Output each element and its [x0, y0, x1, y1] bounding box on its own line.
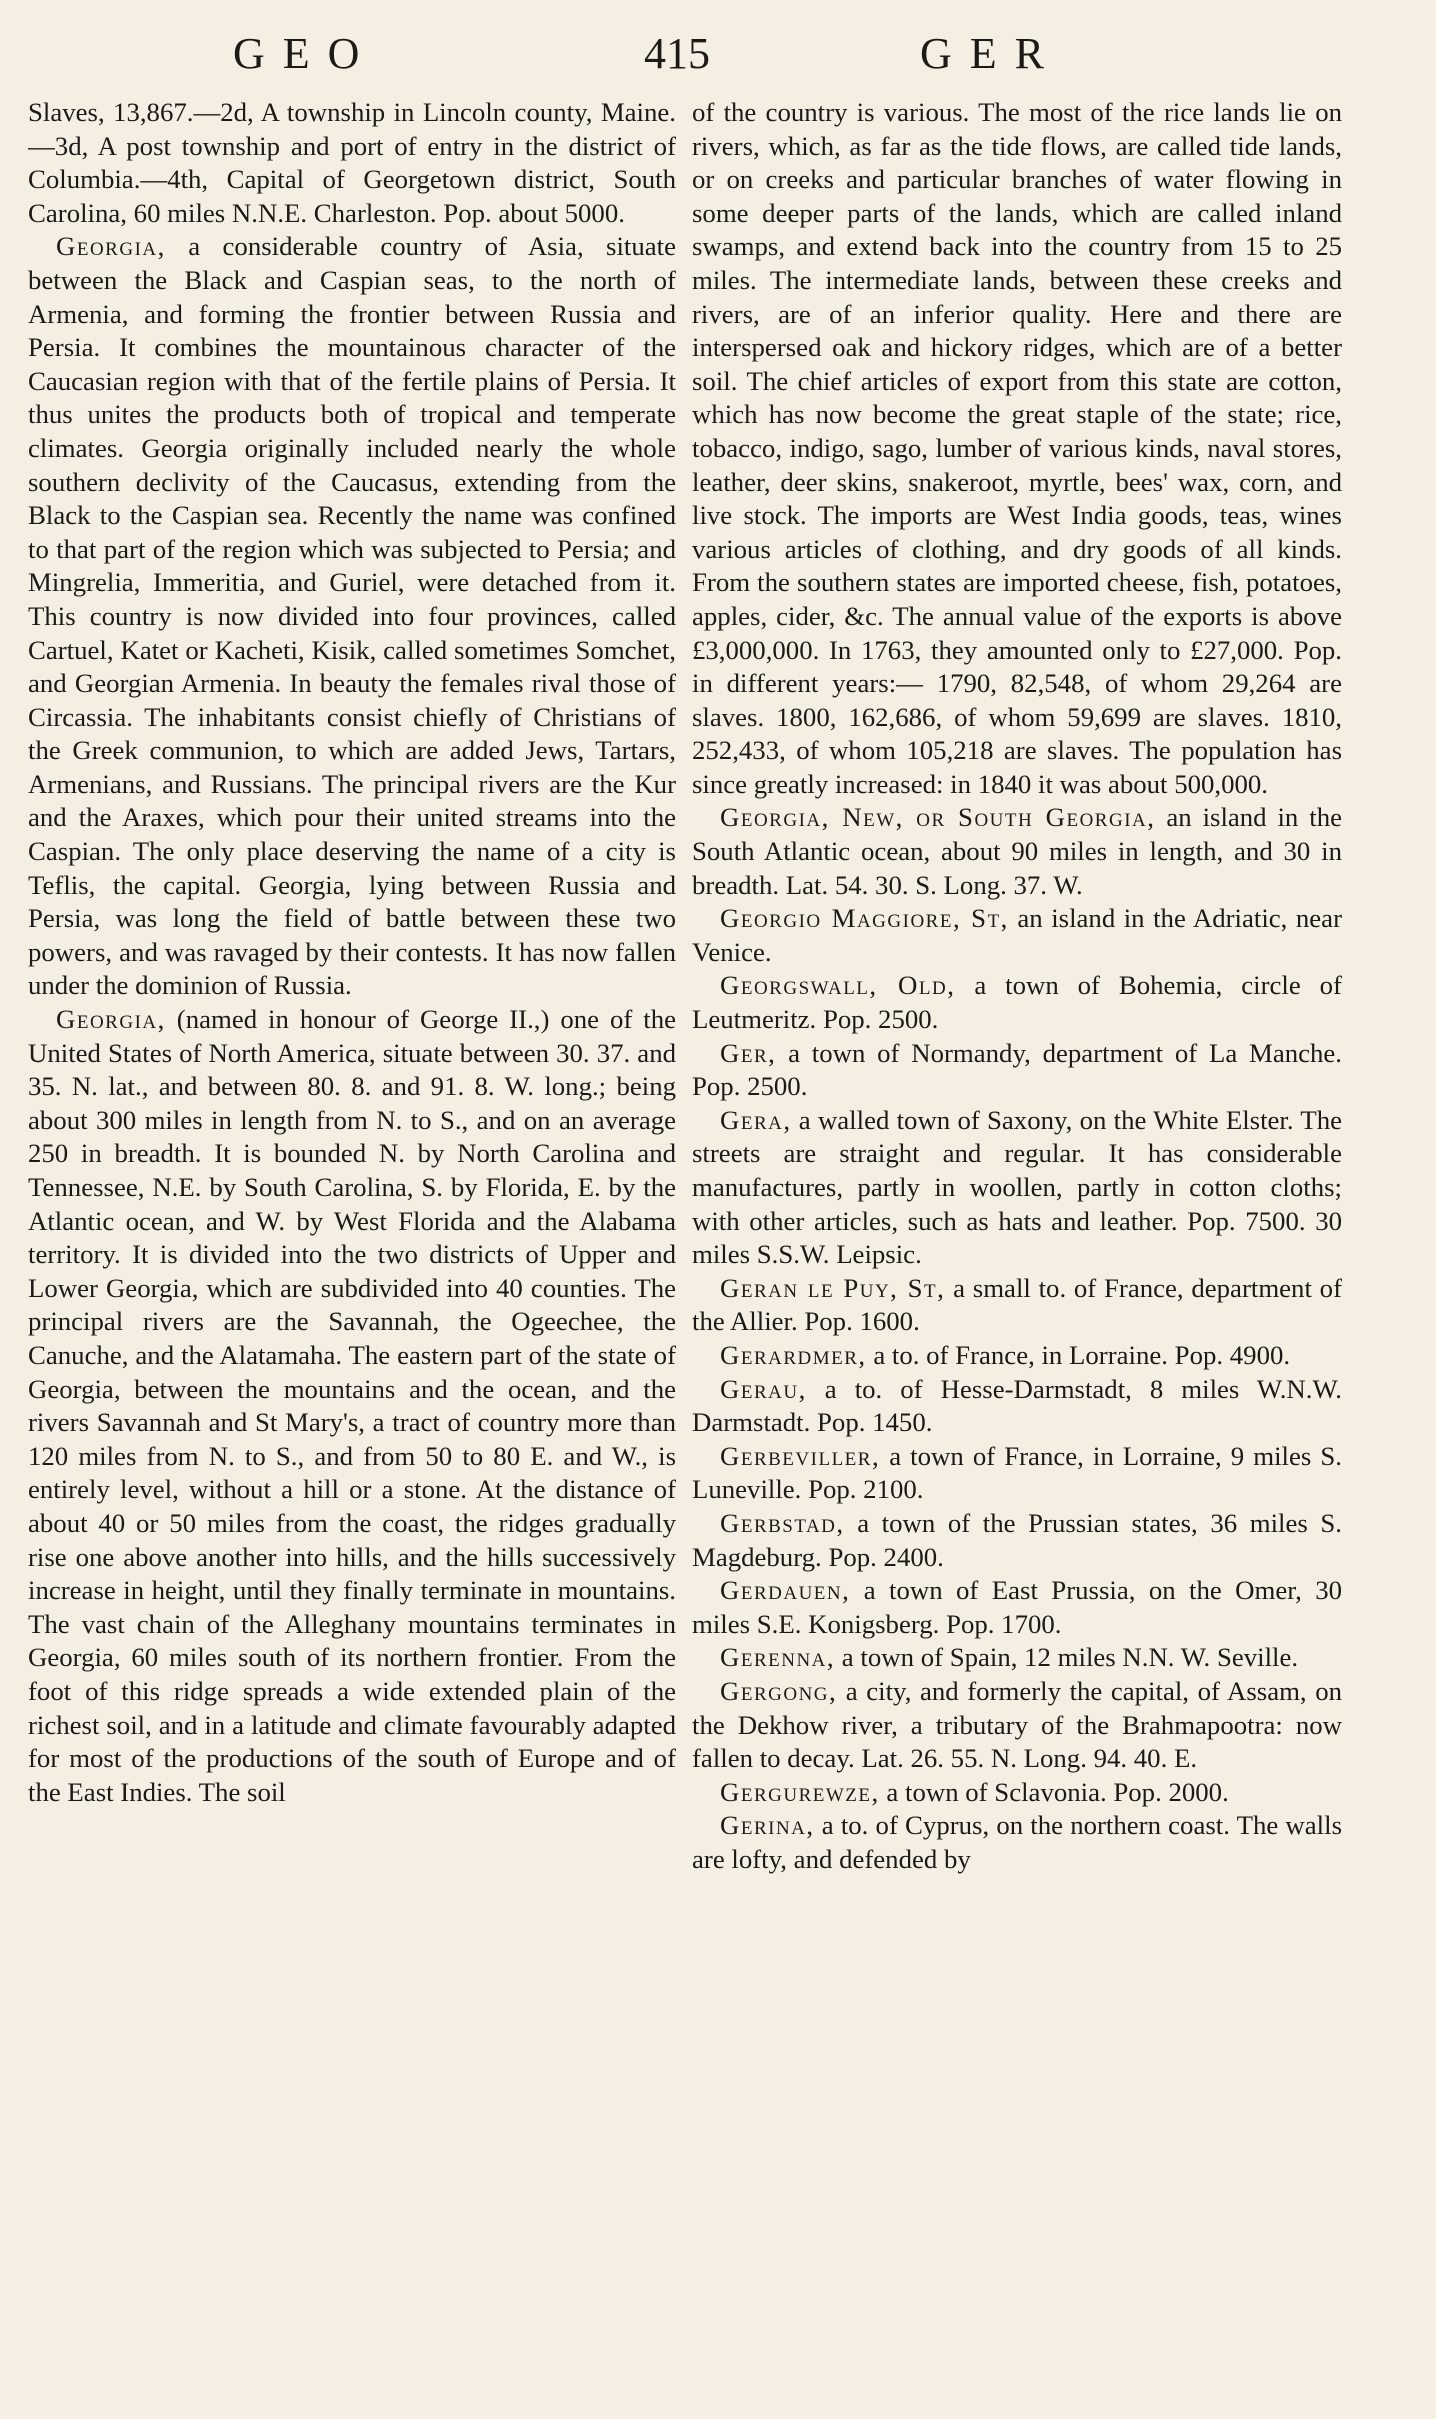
entry-text: a to. of Hesse-Darmstadt, 8 miles W.N.W. Darmstadt. Pop. 1450. — [692, 1373, 1342, 1438]
entry-text: a to. of Cyprus, on the northern coast. The walls are lofty, and defended by — [692, 1810, 1342, 1874]
entry-headword: Gergurewze, — [720, 1776, 880, 1807]
entry-gerardmer — [692, 1339, 1342, 1373]
entry-text: a walled town of Saxony, on the White Elster. The streets are straight and regular. It has considerable manufactures, partly in woollen, partly in cotton cloths; with other articles, such as hats and leather. Pop. 7500. 30 miles S.S.W. Leipsic. — [692, 1104, 1342, 1270]
entry-text: (named in honour of George II.,) one of the United States of North America, situate between 30. 37. and 35. N. lat., and between 80. 8. and 91. 8. W. long.; being about 300 miles in length from N. to S., and on an average 250 in breadth. It is bounded N. by North Carolina and Tennessee, N.E. by South Carolina, S. by Florida, E. by the Atlantic ocean, and W. by West Florida and the Alabama territory. It is divided into the two districts of Upper and Lower Georgia, which are subdivided into 40 counties. The principal rivers are the Savannah, the Ogeechee, the Canuche, and the Alatamaha. The eastern part of the state of Georgia, between the mountains and the ocean, and the rivers Savannah and St Mary's, a tract of country more than 120 miles from N. to S., and from 50 to 80 E. and W., is entirely level, without a hill or a stone. At the distance of about 40 or 50 miles from the coast, the ridges gradually rise one above another into hills, and the hills successively increase in height, until they finally terminate in mountains. The vast chain of the Alleghany mountains terminates in Georgia, 60 miles south of its northern frontier. From the foot of this ridge spreads a wide extended plain of the richest soil, and in a latitude and climate favourably adapted for most of the productions of the south of Europe and of the East Indies. The soil — [28, 1004, 676, 1807]
entry-continuation — [692, 96, 1342, 801]
entry-georgio-maggiore — [692, 902, 1342, 969]
entry-text: a town of Normandy, department of La Manche. Pop. 2500. — [692, 1037, 1342, 1102]
entry-continuation — [28, 96, 676, 230]
entry-headword: Gerbeviller, — [720, 1440, 881, 1471]
entry-headword: Gerbstad, — [720, 1507, 845, 1538]
entry-text: Slaves, 13,867.—2d, A township in Lincoln county, Maine.—3d, A post township and port of entry in the district of Columbia.—4th, Capital of Georgetown district, South Carolina, 60 miles N.N.E. Charleston. Pop. about 5000. — [28, 97, 676, 228]
entry-gerau — [692, 1373, 1342, 1440]
entry-headword: Gerina, — [720, 1810, 815, 1841]
entry-text: a considerable country of Asia, situate between the Black and Caspian seas, to the north of Armenia, and forming the frontier between Russia and Persia. It combines the mountainous character of the Caucasian region with that of the fertile plains of Persia. It thus unites the products both of tropical and temperate climates. Georgia originally included nearly the whole southern declivity of the Caucasus, extending from the Black to the Caspian sea. Recently the name was confined to that part of the region which was subjected to Persia; and Mingrelia, Immeritia, and Guriel, were detached from it. This country is now divided into four provinces, called Cartuel, Katet or Kacheti, Kisik, called sometimes Somchet, and Georgian Armenia. In beauty the females rival those of Circassia. The inhabitants consist chiefly of Christians of the Greek communion, to which are added Jews, Tartars, Armenians, and Russians. The principal rivers are the Kur and the Araxes, which pour their united streams into the Caspian. The only place deserving the name of a city is Teflis, the capital. Georgia, lying between Russia and Persia, was long the field of battle between these two powers, and was ravaged by their contests. It has now fallen under the dominion of Russia. — [28, 231, 676, 1001]
entry-ger — [692, 1037, 1342, 1104]
running-header — [0, 28, 1436, 88]
entry-text: a town of Sclavonia. Pop. 2000. — [879, 1776, 1229, 1807]
entry-headword: Gera, — [720, 1104, 792, 1135]
entry-text: a city, and formerly the capital, of Assam, on the Dekhow river, a tributary of the Brahmapootra: now fallen to decay. Lat. 26. 55. N. Long. 94. 40. E. — [692, 1675, 1342, 1774]
entry-georgia-us — [28, 1003, 676, 1809]
page-number: 415 — [644, 29, 710, 78]
entry-text: a small to. of France, department of the Allier. Pop. 1600. — [692, 1272, 1342, 1337]
entry-text: an island in the Adriatic, near Venice. — [692, 903, 1342, 967]
entry-gergurewze — [692, 1776, 1342, 1810]
entry-text: an island in the South Atlantic ocean, about 90 miles in length, and 30 in breadth. Lat. 54. 30. S. Long. 37. W. — [692, 802, 1342, 900]
entry-headword: Georgia, — [56, 231, 166, 262]
entry-text: of the country is various. The most of the rice lands lie on rivers, which, as far as the tide flows, are called tide lands, or on creeks and particular branches of water flowing in some deeper parts of the lands, which are called inland swamps, and extend back into the country from 15 to 25 miles. The intermediate lands, between these creeks and rivers, are of an inferior quality. Here and there are interspersed oak and hickory ridges, which are of a better soil. The chief articles of export from this state are cotton, which has now become the great staple of the state; rice, tobacco, indigo, sago, lumber of various kinds, naval stores, leather, deer skins, snakeroot, myrtle, bees' wax, corn, and live stock. The imports are West India goods, teas, wines various articles of clothing, and dry goods of all kinds. From the southern states are imported cheese, fish, potatoes, apples, cider, &c. The annual value of the exports is above £3,000,000. In 1763, they amounted only to £27,000. Pop. in different years:— 1790, 82,548, of whom 29,264 are slaves. 1800, 162,686, of whom 59,699 are slaves. 1810, 252,433, of whom 105,218 are slaves. The population has since greatly increased: in 1840 it was about 500,000. — [692, 97, 1342, 799]
entry-text: a town of the Prussian states, 36 miles S. Magdeburg. Pop. 2400. — [692, 1507, 1342, 1572]
entry-headword: Georgio Maggiore, St, — [720, 903, 1009, 934]
entry-headword: Gerenna, — [720, 1642, 836, 1673]
header-right-guideword: GER — [920, 29, 1062, 78]
entry-gerbeviller — [692, 1440, 1342, 1507]
entry-text: a town of France, in Lorraine, 9 miles S. Luneville. Pop. 2100. — [692, 1440, 1342, 1505]
entry-gera — [692, 1104, 1342, 1272]
entry-gerina — [692, 1809, 1342, 1876]
entry-gerenna — [692, 1641, 1342, 1675]
entry-geran-le-puy — [692, 1272, 1342, 1339]
entry-headword: Gerardmer, — [720, 1339, 867, 1370]
entry-text: a town of Bohemia, circle of Leutmeritz. Pop. 2500. — [692, 970, 1342, 1035]
entry-headword: Georgia, — [56, 1004, 166, 1035]
entry-gerbstad — [692, 1507, 1342, 1574]
entry-headword: Gerau, — [720, 1373, 807, 1404]
entry-georgia-asia — [28, 230, 676, 1003]
entry-headword: Gerdauen, — [720, 1575, 851, 1606]
left-column — [28, 96, 676, 2406]
entry-gerdauen — [692, 1574, 1342, 1641]
entry-headword: Geran le Puy, St, — [720, 1272, 946, 1303]
header-left-guideword: GEO — [233, 29, 378, 78]
entry-text: a town of East Prussia, on the Omer, 30 miles S.E. Konigsberg. Pop. 1700. — [692, 1575, 1342, 1639]
entry-text: a to. of France, in Lorraine. Pop. 4900. — [866, 1339, 1291, 1370]
entry-headword: Gergong, — [720, 1675, 838, 1706]
right-column — [692, 96, 1342, 2406]
entry-text: a town of Spain, 12 miles N.N. W. Seville. — [835, 1642, 1299, 1673]
entry-headword: Ger, — [720, 1037, 777, 1068]
entry-headword: Georgswall, Old, — [720, 970, 956, 1001]
entry-georgia-new — [692, 801, 1342, 902]
entry-gergong — [692, 1675, 1342, 1776]
entry-headword: Georgia, New, or South Georgia, — [720, 802, 1156, 833]
entry-georgswall — [692, 969, 1342, 1036]
